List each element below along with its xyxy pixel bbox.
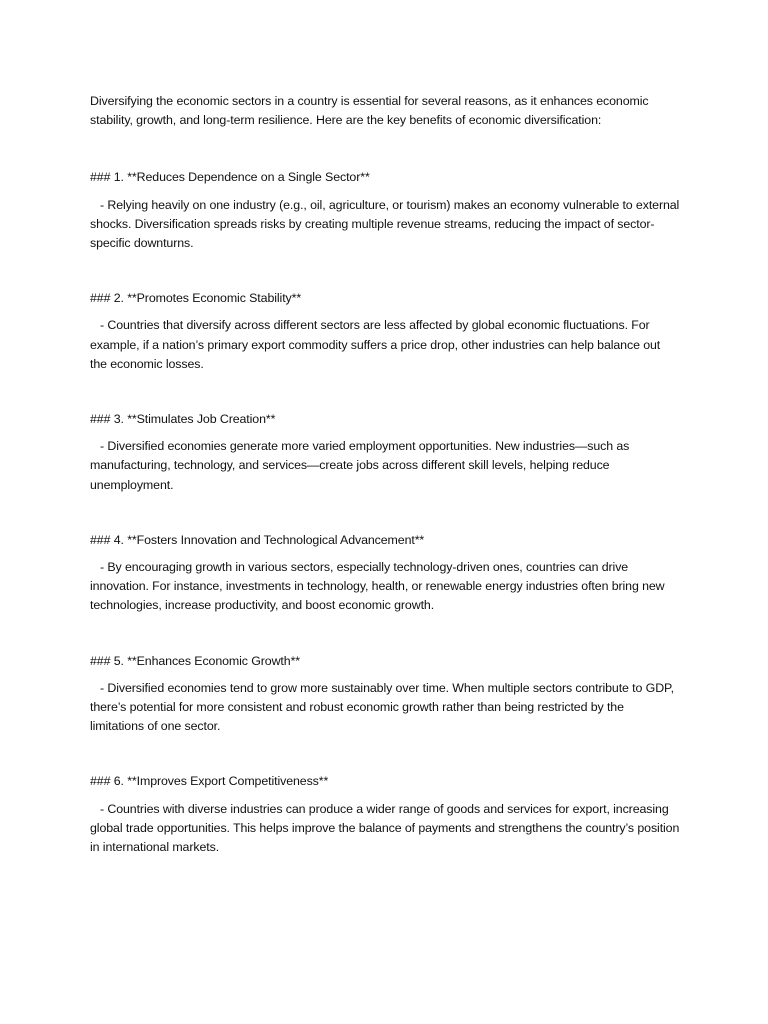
section-5 bbox=[90, 652, 680, 737]
section-heading: ### 5. **Enhances Economic Growth** bbox=[90, 653, 301, 668]
section-6 bbox=[90, 772, 680, 857]
section-body: - Relying heavily on one industry (e.g., oil, agriculture, or tourism) makes an economy vulnerable to external shocks. Diversification spreads risks by creating multiple revenue streams, reducing the impact of sector-specific downturns. bbox=[90, 197, 680, 251]
section-3 bbox=[90, 410, 680, 495]
section-1 bbox=[90, 168, 680, 253]
intro-paragraph: Diversifying the economic sectors in a country is essential for several reasons, as it enhances economic stability, growth, and long-term resilience. Here are the key benefits of economic diversification: bbox=[90, 94, 649, 128]
section-body: - By encouraging growth in various sectors, especially technology-driven ones, countries can drive innovation. For instance, investments in technology, health, or renewable energy industries often bring new technologies, increase productivity, and boost economic growth. bbox=[90, 560, 665, 613]
section-4 bbox=[90, 531, 680, 616]
section-heading: ### 4. **Fosters Innovation and Technological Advancement** bbox=[90, 532, 425, 547]
section-body: - Countries with diverse industries can produce a wider range of goods and services for export, increasing global trade opportunities. This helps improve the balance of payments and strengthens the country’s position in international markets. bbox=[90, 801, 680, 855]
section-body: - Diversified economies tend to grow more sustainably over time. When multiple sectors contribute to GDP, there’s potential for more consistent and robust economic growth rather than being restricted by the limitations of one sector. bbox=[90, 680, 674, 734]
section-heading: ### 2. **Promotes Economic Stability** bbox=[90, 291, 302, 306]
section-heading: ### 3. **Stimulates Job Creation** bbox=[90, 412, 276, 427]
section-heading: ### 1. **Reduces Dependence on a Single Sector** bbox=[90, 170, 370, 185]
document-page bbox=[90, 92, 680, 893]
section-body: - Countries that diversify across different sectors are less affected by global economic fluctuations. For example, if a nation’s primary export commodity suffers a price drop, other industries can help balance out the economic losses. bbox=[90, 318, 661, 371]
section-body: - Diversified economies generate more varied employment opportunities. New industries—such as manufacturing, technology, and services—create jobs across different skill levels, helping reduce unemployment. bbox=[90, 439, 630, 492]
section-2 bbox=[90, 289, 680, 374]
section-heading: ### 6. **Improves Export Competitiveness** bbox=[90, 774, 329, 789]
